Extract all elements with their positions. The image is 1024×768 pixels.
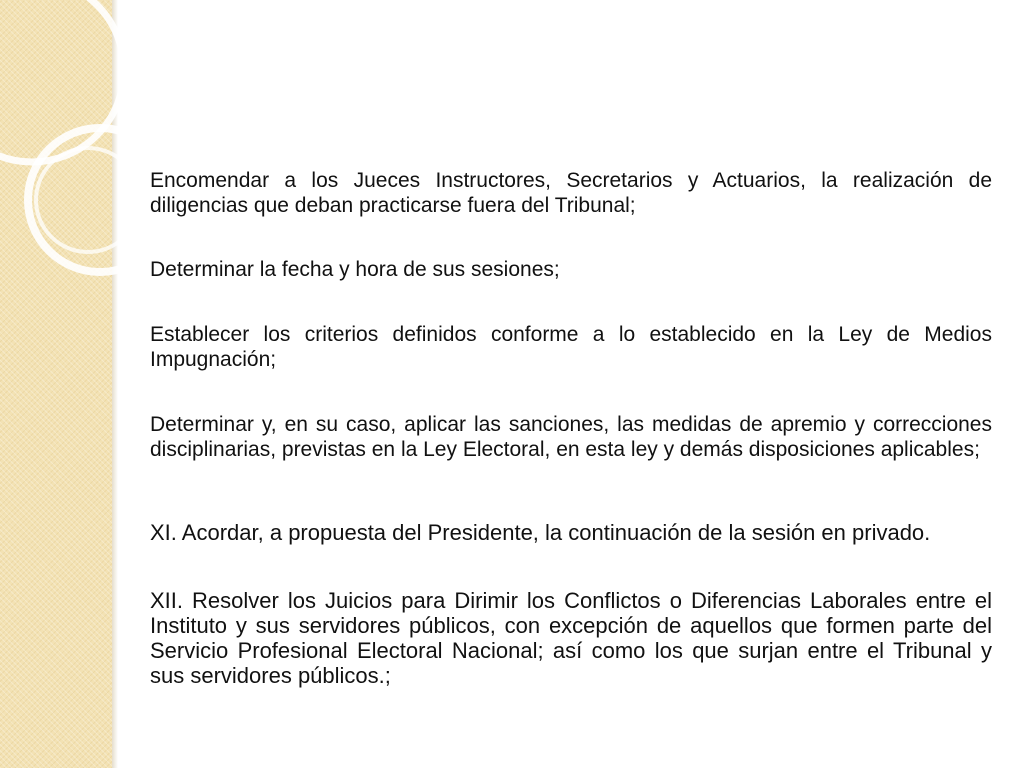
decorative-rings-icon bbox=[0, 0, 150, 330]
ring-inner bbox=[36, 148, 140, 252]
paragraph-determinar-sanciones: Determinar y, en su caso, aplicar las sanciones, las medidas de apremio y correcciones disciplinarias, previstas en la Ley Electoral, en esta ley y demás disposiciones aplicables; bbox=[150, 413, 992, 461]
paragraph-xi-acordar: XI. Acordar, a propuesta del Presidente, la continuación de la sesión en privado. bbox=[150, 520, 931, 545]
paragraph-xii-resolver: XII. Resolver los Juicios para Dirimir los Conflictos o Diferencias Laborales entre el Instituto y sus servidores públicos, con excepción de aquellos que formen parte del Servicio Profesional Electoral Nacional; así como los que surjan entre el Tribunal y sus servidores públicos.; bbox=[150, 588, 992, 688]
paragraph-establecer-criterios: Establecer los criterios definidos conforme a lo establecido en la Ley de Medios Impugnación; bbox=[150, 323, 992, 371]
paragraph-encomendar: Encomendar a los Jueces Instructores, Secretarios y Actuarios, la realización de diligencias que deban practicarse fuera del Tribunal; bbox=[150, 169, 992, 217]
paragraph-determinar-fecha: Determinar la fecha y hora de sus sesiones; bbox=[150, 258, 560, 281]
